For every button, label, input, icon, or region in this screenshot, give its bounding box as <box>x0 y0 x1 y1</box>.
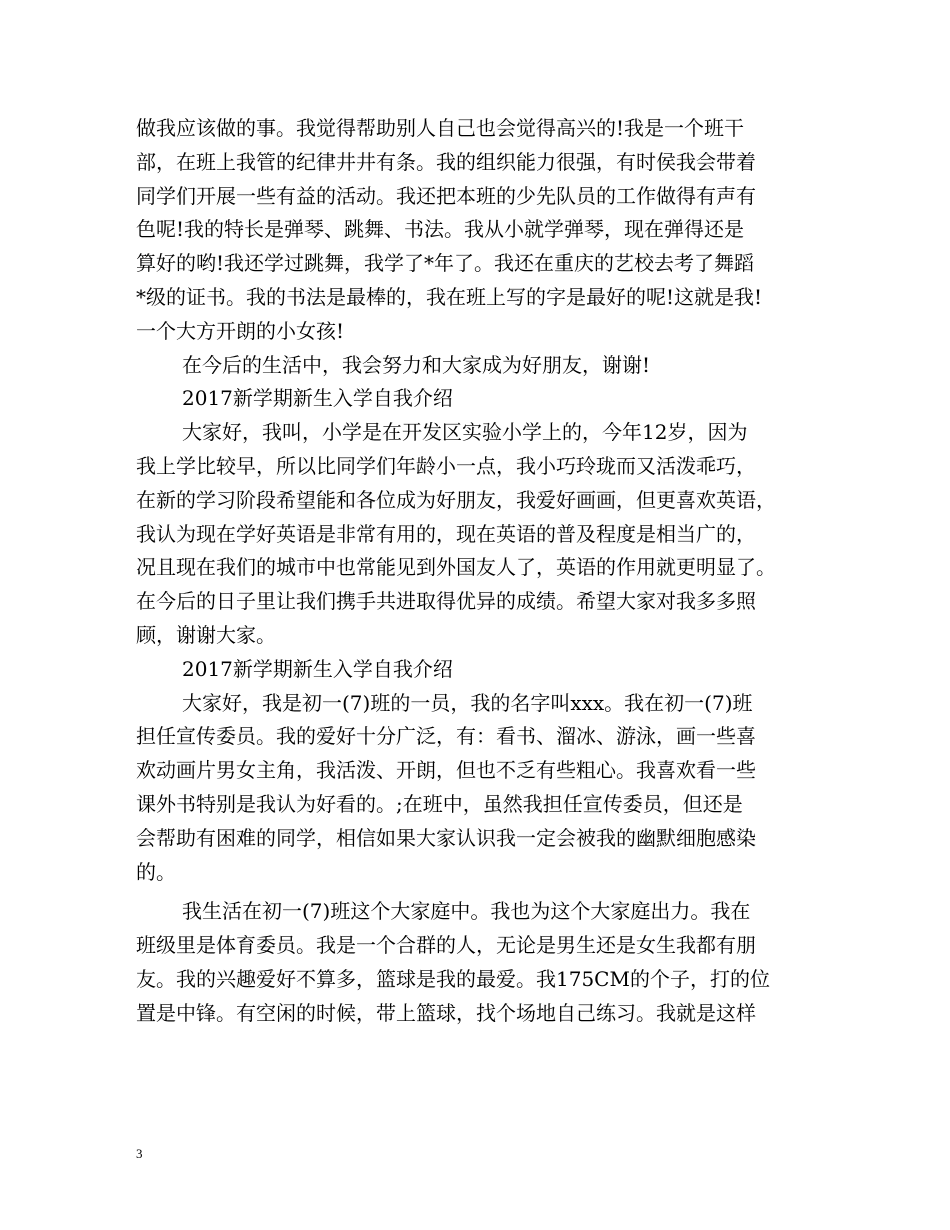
text-line: 色呢!我的特长是弹琴、跳舞、书法。我从小就学弹琴，现在弹得还是 <box>136 217 745 242</box>
text-line: 在今后的生活中，我会努力和大家成为好朋友，谢谢! <box>182 352 651 377</box>
text-line: 会帮助有困难的同学，相信如果大家认识我一定会被我的幽默细胞感染 <box>136 825 756 850</box>
text-line: 在新的学习阶段希望能和各位成为好朋友，我爱好画画，但更喜欢英语， <box>136 487 776 512</box>
section-title: 2017新学期新生入学自我介绍 <box>182 386 453 411</box>
text-line: 置是中锋。有空闲的时候，带上篮球，找个场地自己练习。我就是这样 <box>136 1000 756 1025</box>
text-line: 部，在班上我管的纪律井井有条。我的组织能力很强，有时侯我会带着 <box>136 149 756 174</box>
text-line: 担任宣传委员。我的爱好十分广泛，有：看书、溜冰、游泳，画一些喜 <box>136 724 756 749</box>
text-line: 我认为现在学好英语是非常有用的，现在英语的普及程度是相当广的， <box>136 521 756 546</box>
text-line: 我上学比较早，所以比同学们年龄小一点，我小巧玲珑而又活泼乖巧， <box>136 453 756 478</box>
text-line: *级的证书。我的书法是最棒的，我在班上写的字是最好的呢!这就是我! <box>136 284 763 309</box>
text-line: 友。我的兴趣爱好不算多，篮球是我的最爱。我175CM的个子，打的位 <box>136 966 770 991</box>
text-line: 在今后的日子里让我们携手共进取得优异的成绩。希望大家对我多多照 <box>136 589 756 614</box>
text-line: 欢动画片男女主角，我活泼、开朗，但也不乏有些粗心。我喜欢看一些 <box>136 758 756 783</box>
text-line: 的。 <box>136 859 176 884</box>
text-line: 班级里是体育委员。我是一个合群的人，无论是男生还是女生我都有朋 <box>136 933 756 958</box>
text-line: 一个大方开朗的小女孩! <box>136 318 345 343</box>
section-title: 2017新学期新生入学自我介绍 <box>182 656 453 681</box>
text-line: 课外书特别是我认为好看的。;在班中，虽然我担任宣传委员，但还是 <box>136 791 743 816</box>
text-line: 大家好，我叫，小学是在开发区实验小学上的，今年12岁，因为 <box>182 420 748 445</box>
text-line: 况且现在我们的城市中也常能见到外国友人了，英语的作用就更明显了。 <box>136 555 776 580</box>
text-line: 顾，谢谢大家。 <box>136 622 276 647</box>
document-body <box>136 112 836 1031</box>
text-line: 做我应该做的事。我觉得帮助别人自己也会觉得高兴的!我是一个班干 <box>136 116 745 140</box>
text-line: 算好的哟!我还学过跳舞，我学了*年了。我还在重庆的艺校去考了舞蹈 <box>136 251 755 276</box>
text-line: 大家好，我是初一(7)班的一员，我的名字叫xxx。我在初一(7)班 <box>182 690 753 715</box>
text-line: 同学们开展一些有益的活动。我还把本班的少先队员的工作做得有声有 <box>136 183 756 208</box>
page-number: 3 <box>136 1146 143 1161</box>
text-line: 我生活在初一(7)班这个大家庭中。我也为这个大家庭出力。我在 <box>182 899 751 924</box>
